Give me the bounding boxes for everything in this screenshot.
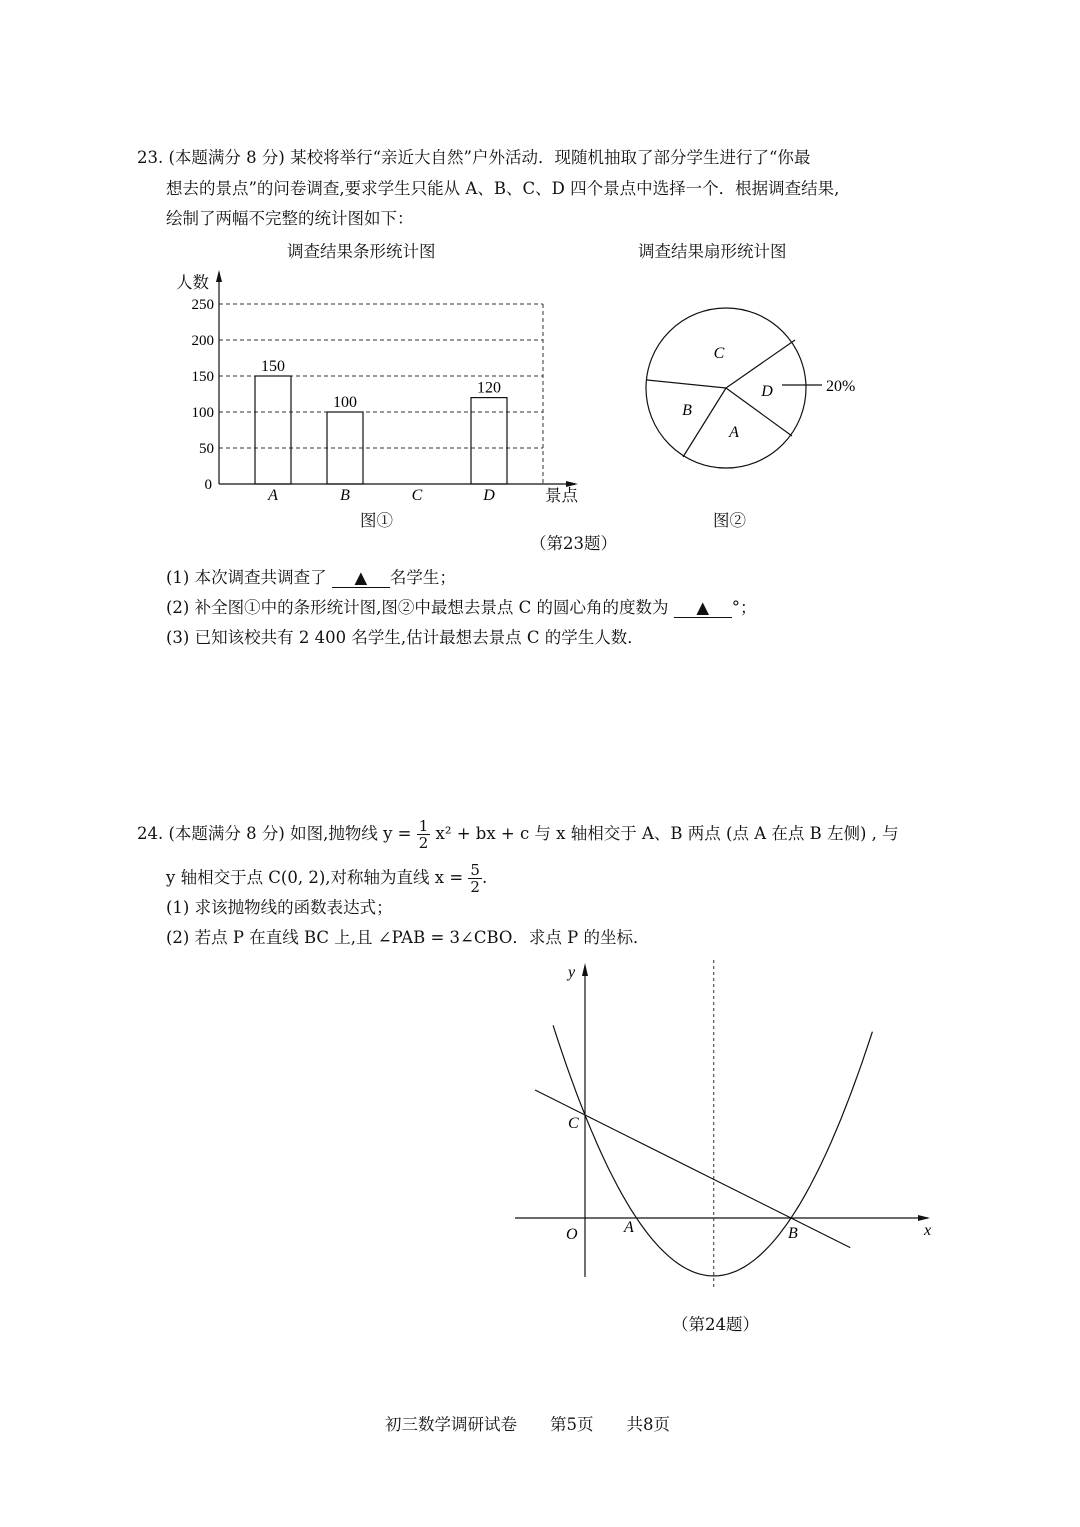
q24-line2-a: y 轴相交于点 C(0, 2),对称轴为直线 x = xyxy=(166,868,464,887)
x-tick-label: D xyxy=(483,487,495,504)
bar-D xyxy=(471,398,507,484)
bar-data-label: 150 xyxy=(261,358,285,375)
axis-y-label: y xyxy=(568,964,576,981)
bar-xlabel: 景点 xyxy=(545,486,578,505)
y-tick-label: 250 xyxy=(191,297,214,313)
q23-line3: 绘制了两幅不完整的统计图如下： xyxy=(166,209,414,228)
q24-line1 xyxy=(137,818,899,851)
q23-sub3: (3) 已知该校共有 2 400 名学生,估计最想去景点 C 的学生人数． xyxy=(166,628,644,647)
y-tick-label: 100 xyxy=(191,405,214,421)
pie-annotation-D: 20% xyxy=(826,378,856,395)
sub1-text-end: 名学生； xyxy=(389,568,456,587)
page-footer: 初三数学调研试卷 第5页 共8页 xyxy=(385,1415,670,1434)
line-bc xyxy=(535,1090,850,1248)
bar-chart-title: 调查结果条形统计图 xyxy=(287,242,436,261)
x-tick-label: B xyxy=(340,487,350,504)
figure-1-label: 图① xyxy=(360,511,393,530)
pie-slice-boundary xyxy=(726,340,795,388)
bar-data-label: 100 xyxy=(333,394,357,411)
pie-label-D: D xyxy=(761,383,773,400)
x-axis-arrow-icon xyxy=(918,1215,930,1221)
axis-x-label: x xyxy=(924,1222,932,1239)
q24-sub1: (1) 求该抛物线的函数表达式； xyxy=(166,898,393,917)
pie-label-B: B xyxy=(682,402,692,419)
q23-line2: 想去的景点”的问卷调查,要求学生只能从 A、B、C、D 四个景点中选择一个．根据调查结果, xyxy=(166,179,840,198)
point-B-label: B xyxy=(788,1225,798,1242)
q24-line2 xyxy=(166,862,487,895)
y-tick-label: 200 xyxy=(191,333,214,349)
x-tick-label: A xyxy=(268,487,278,504)
answer-blank-1: ▲ xyxy=(332,569,390,588)
y-tick-label: 50 xyxy=(199,441,214,457)
pie-slice-boundary xyxy=(647,380,726,388)
answer-blank-2: ▲ xyxy=(674,599,732,618)
y-axis-arrow-icon xyxy=(216,270,222,282)
frac-num: 5 xyxy=(470,861,480,879)
q24-sub2: (2) 若点 P 在直线 BC 上,且 ∠PAB = 3∠CBO．求点 P 的坐标． xyxy=(166,928,650,947)
q24-line2-b: . xyxy=(481,868,488,887)
q24-line1-a: 24. (本题满分 8 分) 如图,抛物线 y = xyxy=(137,824,412,843)
x-tick-label: C xyxy=(411,487,423,504)
bar-A xyxy=(255,376,291,484)
fraction-half xyxy=(417,818,431,851)
pie-slice-boundary xyxy=(683,388,726,457)
fraction-five-halves xyxy=(468,862,482,895)
y-axis-arrow-icon xyxy=(582,963,588,976)
frac-num: 1 xyxy=(418,817,429,835)
frac-den: 2 xyxy=(470,878,480,896)
pie-chart-title: 调查结果扇形统计图 xyxy=(638,242,787,261)
parabola-curve xyxy=(553,1025,872,1276)
sub1-text: (1) 本次调查共调查了 xyxy=(166,568,327,587)
point-A-label: A xyxy=(624,1219,634,1236)
pie-label-A: A xyxy=(729,424,739,441)
q23-line1: 23. (本题满分 8 分) 某校将举行“亲近大自然”户外活动．现随机抽取了部分学生进行了“你最 xyxy=(137,148,811,167)
y-tick-label: 0 xyxy=(204,477,212,493)
q23-sub2 xyxy=(166,598,756,618)
point-C-label: C xyxy=(568,1115,579,1132)
bar-data-label: 120 xyxy=(477,379,501,397)
y-tick-label: 150 xyxy=(191,369,214,385)
figure-2-label: 图② xyxy=(713,511,746,530)
sub2-text: (2) 补全图①中的条形统计图,图②中最想去景点 C 的圆心角的度数为 xyxy=(166,598,669,617)
q24-caption: （第24题） xyxy=(672,1315,759,1334)
q23-sub1 xyxy=(166,568,456,588)
frac-den: 2 xyxy=(418,834,429,852)
sub2-text-end: °； xyxy=(731,598,757,617)
pie-label-C: C xyxy=(713,345,725,362)
bar-ylabel: 人数 xyxy=(176,273,209,292)
q24-line1-b: x² + bx + c 与 x 轴相交于 A、B 两点 (点 A 在点 B 左侧) , 与 xyxy=(435,824,899,843)
q23-caption: （第23题） xyxy=(530,534,617,553)
origin-label: O xyxy=(566,1226,578,1243)
